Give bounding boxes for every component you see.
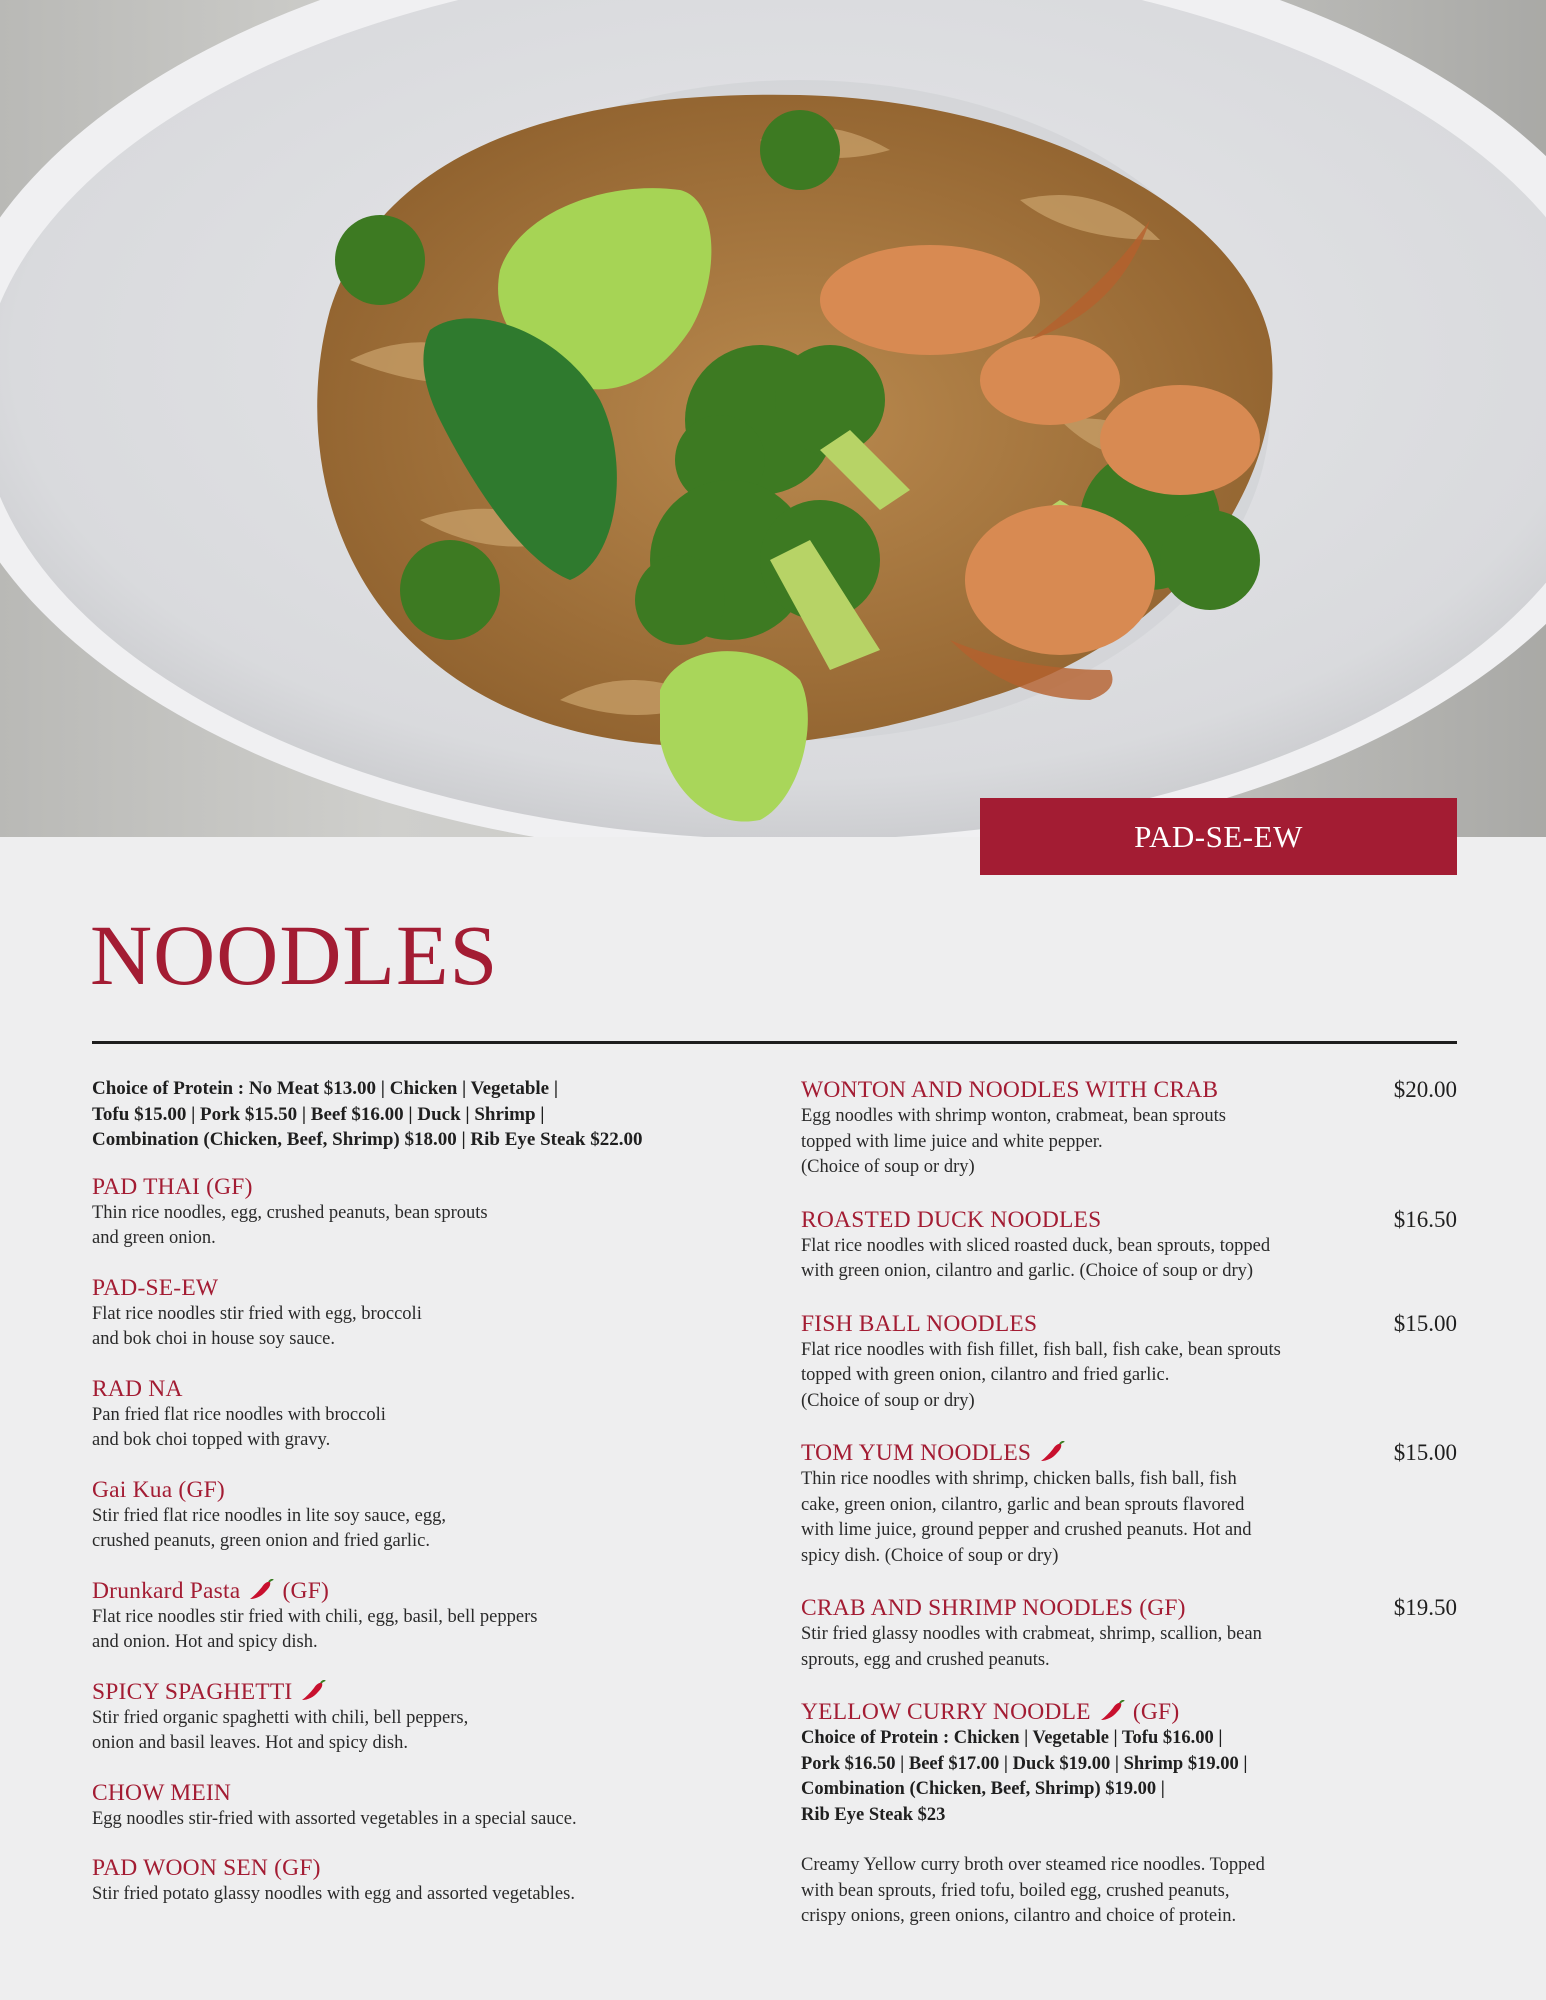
desc-line: spicy dish. (Choice of soup or dry) xyxy=(801,1545,1059,1566)
menu-item-spicy-spaghetti xyxy=(92,1678,732,1757)
menu-item-pad-se-ew xyxy=(92,1274,732,1353)
menu-item-tom-yum-noodles xyxy=(801,1439,1457,1569)
desc-line: Pan fried flat rice noodles with broccoli xyxy=(92,1404,386,1425)
section-title: NOODLES xyxy=(90,907,499,1003)
chili-pepper-icon xyxy=(300,1680,326,1702)
desc-line: (Choice of soup or dry) xyxy=(801,1390,975,1411)
item-name: RAD NA xyxy=(92,1375,183,1402)
hero-photo xyxy=(0,0,1546,837)
right-column xyxy=(801,1076,1457,1955)
item-price: $15.00 xyxy=(1393,1440,1457,1465)
item-name: Gai Kua (GF) xyxy=(92,1476,225,1503)
item-name-text: SPICY SPAGHETTI xyxy=(92,1678,293,1705)
desc-line: Stir fried flat rice noodles in lite soy sauce, egg, xyxy=(92,1505,446,1526)
item-name: FISH BALL NOODLES xyxy=(801,1310,1038,1337)
item-name: PAD THAI (GF) xyxy=(92,1173,253,1200)
featured-dish-banner xyxy=(980,798,1457,875)
item-name: CHOW MEIN xyxy=(92,1779,232,1806)
item-name xyxy=(801,1439,1067,1467)
item-description xyxy=(801,1338,1341,1415)
menu-item-roasted-duck-noodles xyxy=(801,1206,1457,1285)
item-name xyxy=(92,1577,732,1605)
protein-line: Pork $16.50 | Beef $17.00 | Duck $19.00 | Shrimp $19.00 | xyxy=(801,1753,1248,1774)
desc-line: and bok choi topped with gravy. xyxy=(92,1430,331,1450)
menu-item-wonton-noodles-crab xyxy=(801,1076,1457,1181)
desc-line: Thin rice noodles, egg, crushed peanuts, bean sprouts xyxy=(92,1202,488,1223)
protein-choices xyxy=(92,1076,732,1153)
item-name-text: TOM YUM NOODLES xyxy=(801,1440,1032,1466)
item-description xyxy=(801,1622,1341,1673)
banner-label: PAD-SE-EW xyxy=(1134,818,1303,854)
item-price: $20.00 xyxy=(1393,1077,1457,1102)
protein-line: Combination (Chicken, Beef, Shrimp) $19.00 | xyxy=(801,1779,1165,1799)
desc-line: sprouts, egg and crushed peanuts. xyxy=(801,1649,1050,1670)
item-name: CRAB AND SHRIMP NOODLES (GF) xyxy=(801,1595,1186,1621)
menu-item-drunkard-pasta xyxy=(92,1577,732,1656)
pad-se-ew-photo xyxy=(0,0,1546,837)
item-description xyxy=(92,1807,732,1833)
item-description xyxy=(801,1234,1341,1285)
chili-pepper-icon xyxy=(1099,1700,1125,1722)
item-name xyxy=(801,1698,1457,1726)
menu-item-chow-mein xyxy=(92,1779,732,1833)
item-name-tag: (GF) xyxy=(282,1577,329,1604)
section-divider xyxy=(92,1041,1457,1044)
desc-line: Creamy Yellow curry broth over steamed rice noodles. Topped xyxy=(801,1855,1265,1875)
desc-line: Stir fried potato glassy noodles with egg and assorted vegetables. xyxy=(92,1884,575,1904)
protein-line: Choice of Protein : No Meat $13.00 | Chicken | Vegetable | xyxy=(92,1078,559,1099)
desc-line: Stir fried organic spaghetti with chili, bell peppers, xyxy=(92,1707,469,1728)
protein-line: Rib Eye Steak $23 xyxy=(801,1804,946,1825)
menu-item-pad-thai xyxy=(92,1173,732,1252)
desc-line: (Choice of soup or dry) xyxy=(801,1157,975,1177)
desc-line: and onion. Hot and spicy dish. xyxy=(92,1632,318,1652)
desc-line: with lime juice, ground pepper and crushed peanuts. Hot and xyxy=(801,1520,1252,1540)
item-name-text: YELLOW CURRY NOODLE xyxy=(801,1699,1091,1725)
desc-line: Flat rice noodles stir fried with chili, egg, basil, bell peppers xyxy=(92,1606,538,1627)
curry-protein-choices xyxy=(801,1726,1341,1828)
chili-pepper-icon xyxy=(1039,1441,1065,1463)
item-name: PAD-SE-EW xyxy=(92,1274,219,1301)
desc-line: crispy onions, green onions, cilantro and choice of protein. xyxy=(801,1906,1237,1926)
item-description xyxy=(92,1201,732,1252)
desc-line: Egg noodles with shrimp wonton, crabmeat, bean sprouts xyxy=(801,1106,1226,1126)
desc-line: Flat rice noodles stir fried with egg, broccoli xyxy=(92,1303,422,1324)
item-description xyxy=(92,1504,732,1555)
item-price: $15.00 xyxy=(1393,1310,1457,1336)
desc-line: and bok choi in house soy sauce. xyxy=(92,1329,336,1349)
protein-line: Tofu $15.00 | Pork $15.50 | Beef $16.00 | Duck | Shrimp | xyxy=(92,1103,545,1125)
item-name: ROASTED DUCK NOODLES xyxy=(801,1206,1102,1233)
item-price: $19.50 xyxy=(1393,1595,1457,1620)
desc-line: Stir fried glassy noodles with crabmeat, shrimp, scallion, bean xyxy=(801,1624,1262,1644)
desc-line: Thin rice noodles with shrimp, chicken balls, fish ball, fish xyxy=(801,1469,1237,1489)
item-description xyxy=(92,1403,732,1454)
desc-line: onion and basil leaves. Hot and spicy dish. xyxy=(92,1733,408,1753)
item-name xyxy=(92,1678,732,1706)
desc-line: crushed peanuts, green onion and fried garlic. xyxy=(92,1531,431,1551)
desc-line: with bean sprouts, fried tofu, boiled egg, crushed peanuts, xyxy=(801,1880,1230,1901)
desc-line: topped with green onion, cilantro and fried garlic. xyxy=(801,1365,1170,1385)
left-column xyxy=(92,1076,732,1930)
item-name-tag: (GF) xyxy=(1132,1699,1180,1725)
menu-item-crab-shrimp-noodles xyxy=(801,1594,1457,1673)
desc-line: Flat rice noodles with fish fillet, fish ball, fish cake, bean sprouts xyxy=(801,1339,1281,1360)
item-description xyxy=(92,1882,732,1908)
protein-line: Combination (Chicken, Beef, Shrimp) $18.00 | Rib Eye Steak $22.00 xyxy=(92,1129,643,1150)
menu-item-gai-kua xyxy=(92,1476,732,1555)
desc-line: Egg noodles stir-fried with assorted vegetables in a special sauce. xyxy=(92,1808,577,1829)
item-description xyxy=(92,1605,732,1656)
item-description xyxy=(801,1853,1341,1930)
item-description xyxy=(92,1302,732,1353)
desc-line: and green onion. xyxy=(92,1228,216,1248)
desc-line: with green onion, cilantro and garlic. (Choice of soup or dry) xyxy=(801,1261,1254,1281)
menu-item-rad-na xyxy=(92,1375,732,1454)
desc-line: topped with lime juice and white pepper. xyxy=(801,1131,1103,1152)
menu-item-fish-ball-noodles xyxy=(801,1310,1457,1415)
desc-line: Flat rice noodles with sliced roasted duck, bean sprouts, topped xyxy=(801,1235,1271,1256)
item-price: $16.50 xyxy=(1393,1206,1457,1232)
item-description xyxy=(801,1467,1341,1569)
desc-line: cake, green onion, cilantro, garlic and bean sprouts flavored xyxy=(801,1494,1245,1515)
chili-pepper-icon xyxy=(248,1579,274,1601)
menu-item-yellow-curry-noodle xyxy=(801,1698,1457,1930)
item-description xyxy=(92,1706,732,1757)
menu-item-pad-woon-sen xyxy=(92,1854,732,1908)
item-name: PAD WOON SEN (GF) xyxy=(92,1855,321,1881)
item-name: WONTON AND NOODLES WITH CRAB xyxy=(801,1077,1219,1103)
item-name-text: Drunkard Pasta xyxy=(92,1577,241,1604)
item-description xyxy=(801,1104,1341,1181)
protein-line: Choice of Protein : Chicken | Vegetable | Tofu $16.00 | xyxy=(801,1728,1223,1748)
